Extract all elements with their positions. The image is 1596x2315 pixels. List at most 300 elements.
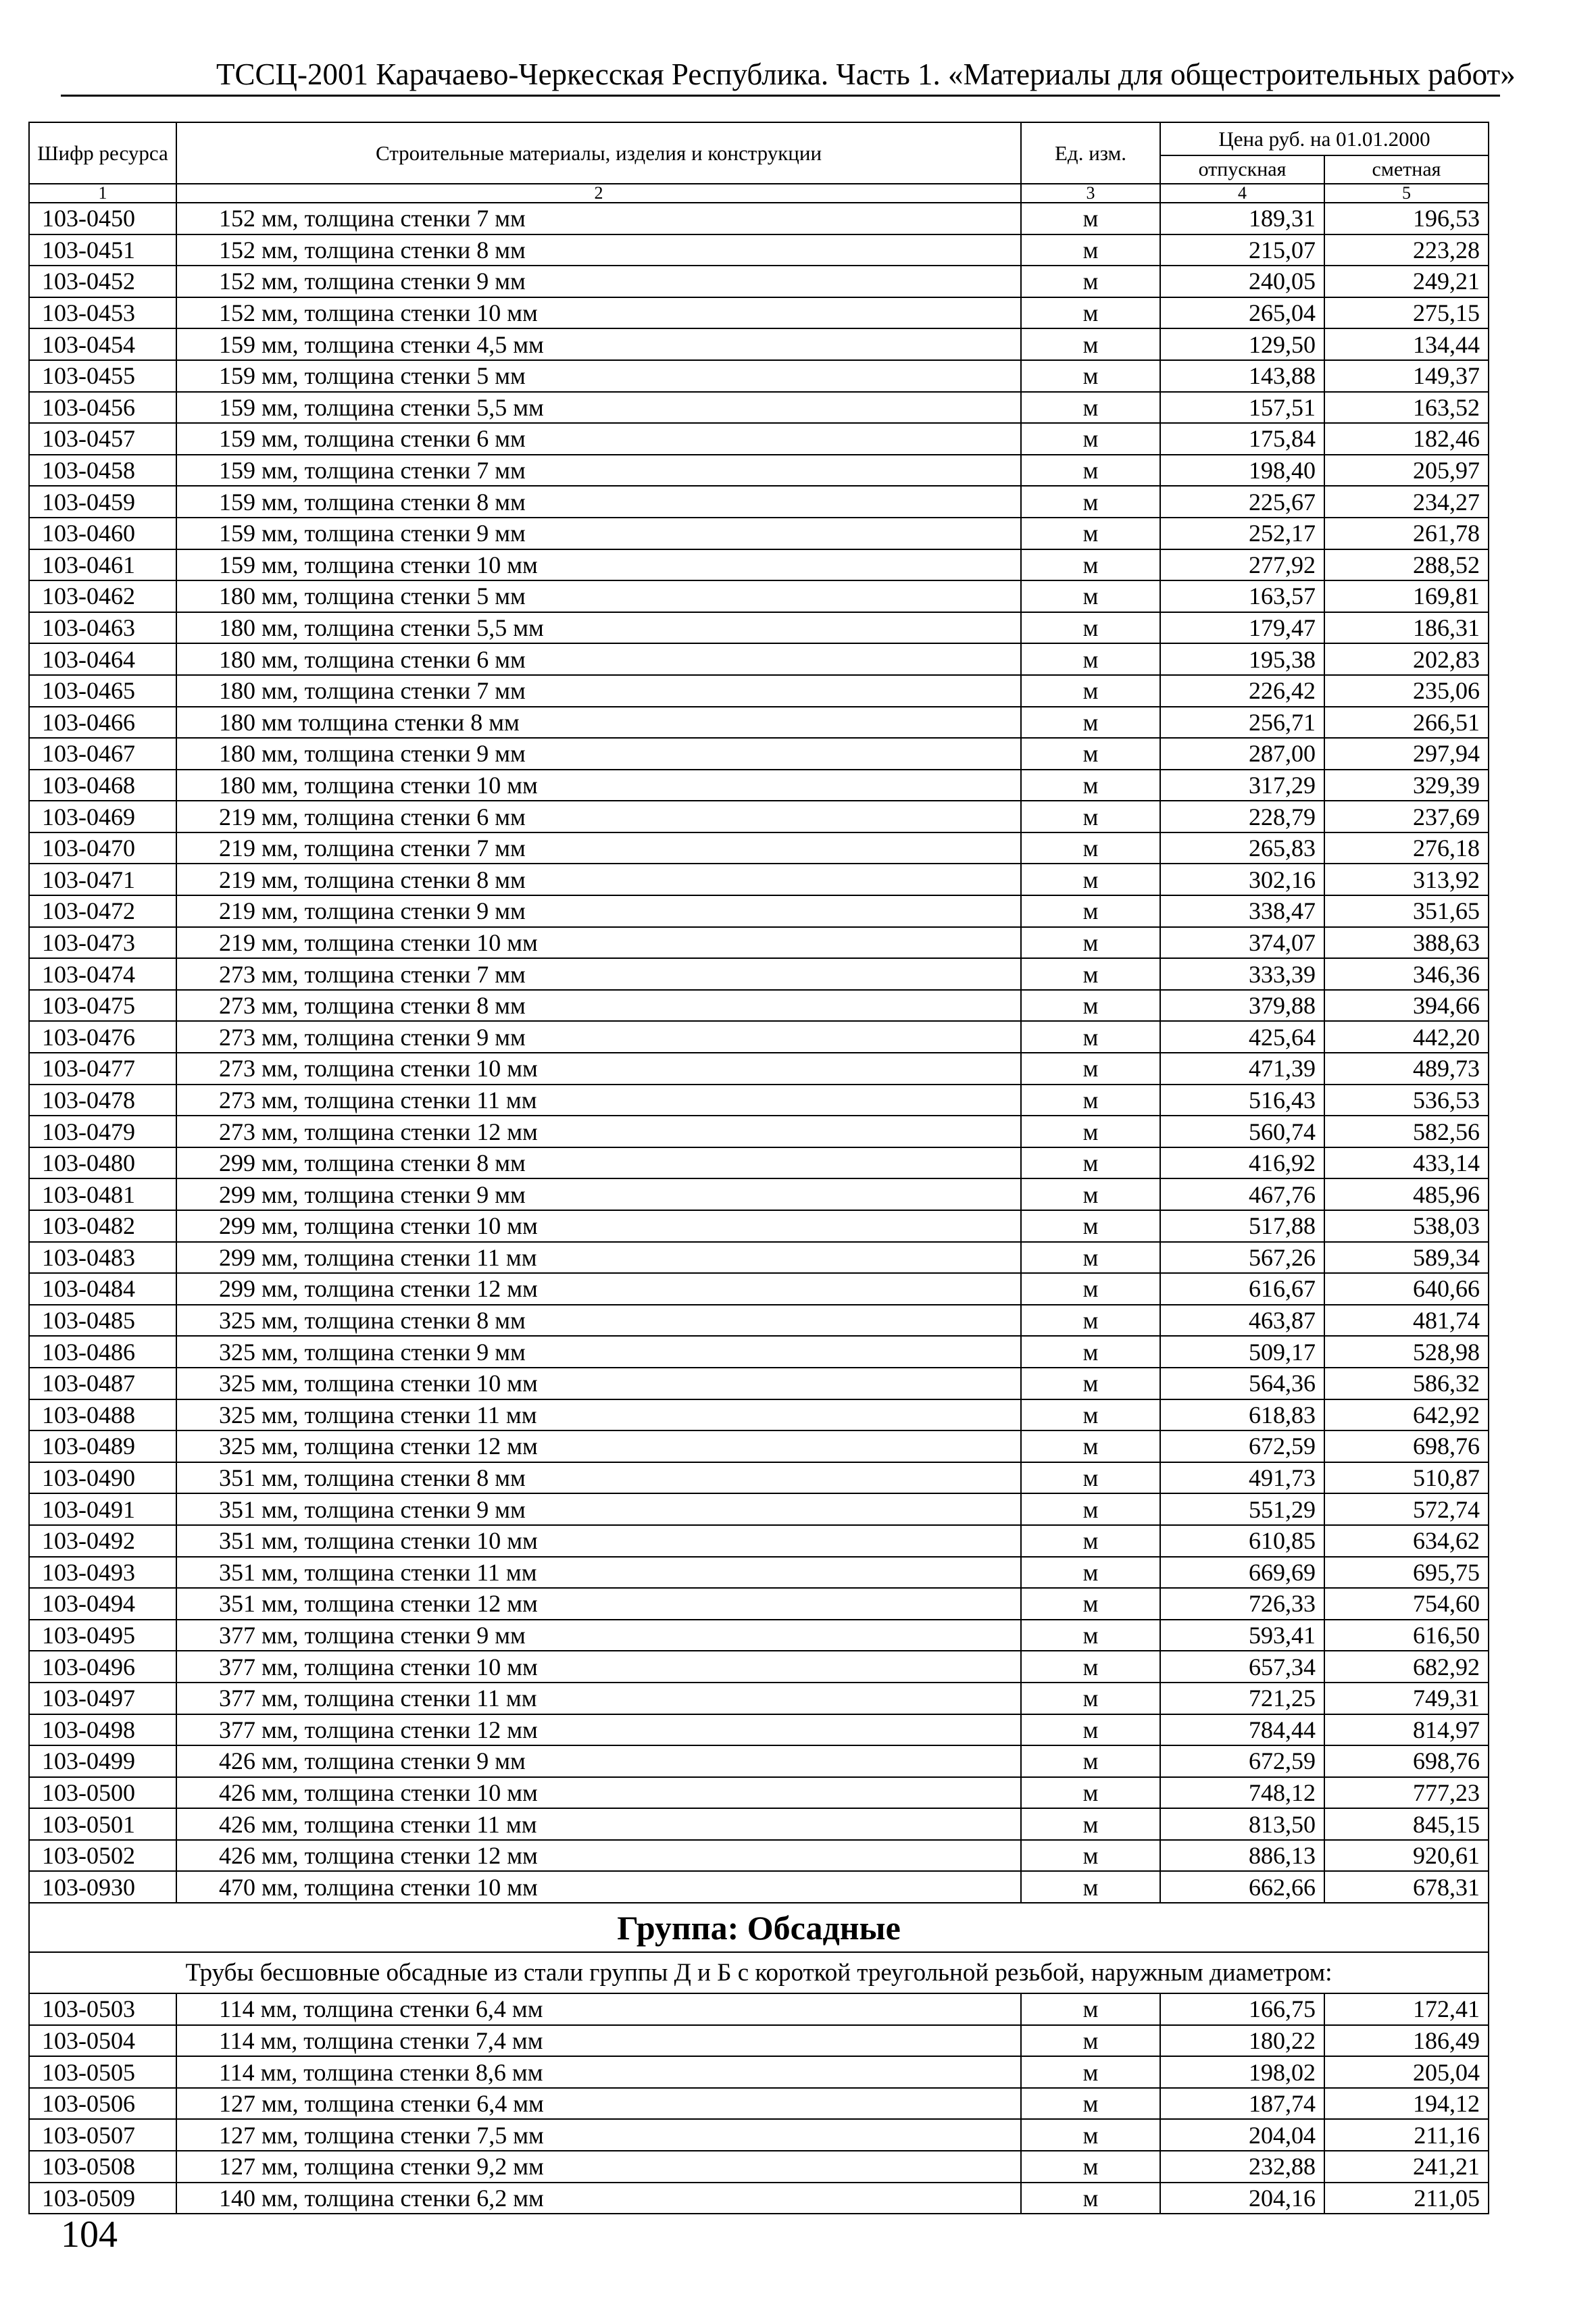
material-name: 159 мм, толщина стенки 8 мм — [176, 486, 1021, 518]
unit-cell: м — [1021, 297, 1160, 329]
release-price: 195,38 — [1160, 643, 1324, 675]
estimate-price: 149,37 — [1324, 360, 1489, 392]
estimate-price: 346,36 — [1324, 958, 1489, 990]
table-row — [29, 455, 1489, 487]
resource-code: 103-0464 — [29, 643, 176, 675]
table-row — [29, 486, 1489, 518]
resource-code: 103-0503 — [29, 1993, 176, 2025]
estimate-price: 186,31 — [1324, 612, 1489, 644]
table-row — [29, 1651, 1489, 1683]
material-name: 351 мм, толщина стенки 11 мм — [176, 1557, 1021, 1589]
estimate-price: 814,97 — [1324, 1714, 1489, 1746]
table-row — [29, 612, 1489, 644]
estimate-price: 485,96 — [1324, 1178, 1489, 1210]
page-header — [0, 54, 1596, 95]
unit-cell: м — [1021, 1525, 1160, 1557]
release-price: 225,67 — [1160, 486, 1324, 518]
table-row — [29, 1273, 1489, 1305]
material-name: 426 мм, толщина стенки 11 мм — [176, 1808, 1021, 1840]
unit-cell: м — [1021, 1777, 1160, 1809]
release-price: 662,66 — [1160, 1871, 1324, 1903]
unit-cell: м — [1021, 1336, 1160, 1368]
column-number: 2 — [176, 184, 1021, 203]
material-name: 299 мм, толщина стенки 11 мм — [176, 1242, 1021, 1274]
release-price: 204,04 — [1160, 2119, 1324, 2151]
estimate-price: 237,69 — [1324, 801, 1489, 832]
material-name: 152 мм, толщина стенки 8 мм — [176, 234, 1021, 266]
unit-cell: м — [1021, 1871, 1160, 1903]
material-name: 351 мм, толщина стенки 12 мм — [176, 1588, 1021, 1620]
release-price: 228,79 — [1160, 801, 1324, 832]
material-name: 325 мм, толщина стенки 8 мм — [176, 1305, 1021, 1337]
resource-code: 103-0456 — [29, 392, 176, 424]
release-price: 669,69 — [1160, 1557, 1324, 1589]
material-name: 325 мм, толщина стенки 10 мм — [176, 1368, 1021, 1399]
release-price: 175,84 — [1160, 423, 1324, 455]
release-price: 179,47 — [1160, 612, 1324, 644]
table-row — [29, 1242, 1489, 1274]
resource-code: 103-0483 — [29, 1242, 176, 1274]
resource-code: 103-0465 — [29, 675, 176, 707]
unit-cell: м — [1021, 203, 1160, 234]
release-price: 551,29 — [1160, 1493, 1324, 1525]
material-name: 351 мм, толщина стенки 8 мм — [176, 1462, 1021, 1494]
table-row — [29, 738, 1489, 770]
table-row — [29, 1808, 1489, 1840]
estimate-price: 172,41 — [1324, 1993, 1489, 2025]
table-row — [29, 1147, 1489, 1179]
unit-cell: м — [1021, 958, 1160, 990]
release-price: 616,67 — [1160, 1273, 1324, 1305]
release-price: 215,07 — [1160, 234, 1324, 266]
estimate-price: 536,53 — [1324, 1085, 1489, 1116]
resource-code: 103-0480 — [29, 1147, 176, 1179]
resource-code: 103-0463 — [29, 612, 176, 644]
estimate-price: 528,98 — [1324, 1336, 1489, 1368]
material-name: 127 мм, толщина стенки 7,5 мм — [176, 2119, 1021, 2151]
estimate-price: 134,44 — [1324, 328, 1489, 360]
unit-cell: м — [1021, 990, 1160, 1022]
estimate-price: 682,92 — [1324, 1651, 1489, 1683]
material-name: 273 мм, толщина стенки 9 мм — [176, 1021, 1021, 1053]
resource-code: 103-0507 — [29, 2119, 176, 2151]
unit-cell: м — [1021, 927, 1160, 959]
estimate-price: 351,65 — [1324, 895, 1489, 927]
estimate-price: 313,92 — [1324, 864, 1489, 895]
material-name: 219 мм, толщина стенки 8 мм — [176, 864, 1021, 895]
estimate-price: 572,74 — [1324, 1493, 1489, 1525]
resource-code: 103-0496 — [29, 1651, 176, 1683]
estimate-price: 642,92 — [1324, 1399, 1489, 1431]
unit-cell: м — [1021, 518, 1160, 549]
table-row — [29, 1305, 1489, 1337]
unit-cell: м — [1021, 1557, 1160, 1589]
unit-cell: м — [1021, 1714, 1160, 1746]
unit-cell: м — [1021, 2056, 1160, 2088]
table-row — [29, 675, 1489, 707]
table-row — [29, 990, 1489, 1022]
resource-code: 103-0486 — [29, 1336, 176, 1368]
price-table-body — [29, 122, 1489, 2214]
table-row — [29, 1430, 1489, 1462]
resource-code: 103-0476 — [29, 1021, 176, 1053]
page-number: 104 — [61, 2214, 118, 2256]
table-row — [29, 1683, 1489, 1714]
estimate-price: 586,32 — [1324, 1368, 1489, 1399]
estimate-price: 695,75 — [1324, 1557, 1489, 1589]
resource-code: 103-0505 — [29, 2056, 176, 2088]
estimate-price: 489,73 — [1324, 1053, 1489, 1085]
release-price: 143,88 — [1160, 360, 1324, 392]
table-row — [29, 297, 1489, 329]
column-number: 1 — [29, 184, 176, 203]
release-price: 338,47 — [1160, 895, 1324, 927]
unit-cell: м — [1021, 580, 1160, 612]
estimate-price: 241,21 — [1324, 2151, 1489, 2183]
material-name: 180 мм, толщина стенки 5,5 мм — [176, 612, 1021, 644]
table-row — [29, 927, 1489, 959]
estimate-price: 678,31 — [1324, 1871, 1489, 1903]
resource-code: 103-0500 — [29, 1777, 176, 1809]
unit-cell: м — [1021, 360, 1160, 392]
release-price: 610,85 — [1160, 1525, 1324, 1557]
estimate-price: 276,18 — [1324, 832, 1489, 864]
resource-code: 103-0482 — [29, 1210, 176, 1242]
estimate-price: 329,39 — [1324, 770, 1489, 801]
unit-cell: м — [1021, 234, 1160, 266]
material-name: 299 мм, толщина стенки 10 мм — [176, 1210, 1021, 1242]
material-name: 377 мм, толщина стенки 12 мм — [176, 1714, 1021, 1746]
table-row — [29, 549, 1489, 581]
unit-cell: м — [1021, 770, 1160, 801]
table-header-row — [29, 122, 1489, 155]
release-price: 467,76 — [1160, 1178, 1324, 1210]
release-price: 129,50 — [1160, 328, 1324, 360]
material-name: 273 мм, толщина стенки 8 мм — [176, 990, 1021, 1022]
table-row — [29, 1525, 1489, 1557]
unit-cell: м — [1021, 423, 1160, 455]
resource-code: 103-0454 — [29, 328, 176, 360]
release-price: 657,34 — [1160, 1651, 1324, 1683]
unit-cell: м — [1021, 328, 1160, 360]
resource-code: 103-0492 — [29, 1525, 176, 1557]
table-row — [29, 801, 1489, 832]
material-name: 159 мм, толщина стенки 4,5 мм — [176, 328, 1021, 360]
release-price: 157,51 — [1160, 392, 1324, 424]
unit-cell: м — [1021, 2183, 1160, 2214]
unit-cell: м — [1021, 1840, 1160, 1872]
resource-code: 103-0494 — [29, 1588, 176, 1620]
unit-cell: м — [1021, 1588, 1160, 1620]
material-name: 159 мм, толщина стенки 10 мм — [176, 549, 1021, 581]
header-name: Строительные материалы, изделия и конструкции — [176, 122, 1021, 184]
release-price: 425,64 — [1160, 1021, 1324, 1053]
unit-cell: м — [1021, 1210, 1160, 1242]
unit-cell: м — [1021, 1178, 1160, 1210]
estimate-price: 698,76 — [1324, 1745, 1489, 1777]
release-price: 187,74 — [1160, 2088, 1324, 2120]
header-unit: Ед. изм. — [1021, 122, 1160, 184]
release-price: 277,92 — [1160, 549, 1324, 581]
resource-code: 103-0498 — [29, 1714, 176, 1746]
material-name: 180 мм толщина стенки 8 мм — [176, 707, 1021, 739]
release-price: 198,02 — [1160, 2056, 1324, 2088]
release-price: 265,83 — [1160, 832, 1324, 864]
unit-cell: м — [1021, 455, 1160, 487]
estimate-price: 202,83 — [1324, 643, 1489, 675]
table-row — [29, 958, 1489, 990]
unit-cell: м — [1021, 707, 1160, 739]
estimate-price: 634,62 — [1324, 1525, 1489, 1557]
unit-cell: м — [1021, 1116, 1160, 1147]
page-title: ТССЦ-2001 Карачаево-Черкесская Республика. Часть 1. «Материалы для общестроительных работ» — [216, 57, 1516, 91]
estimate-price: 196,53 — [1324, 203, 1489, 234]
release-price: 317,29 — [1160, 770, 1324, 801]
estimate-price: 845,15 — [1324, 1808, 1489, 1840]
estimate-price: 589,34 — [1324, 1242, 1489, 1274]
resource-code: 103-0474 — [29, 958, 176, 990]
table-row — [29, 864, 1489, 895]
resource-code: 103-0455 — [29, 360, 176, 392]
release-price: 567,26 — [1160, 1242, 1324, 1274]
group-title: Группа: Обсадные — [29, 1903, 1489, 1952]
material-name: 219 мм, толщина стенки 10 мм — [176, 927, 1021, 959]
release-price: 198,40 — [1160, 455, 1324, 487]
unit-cell: м — [1021, 612, 1160, 644]
table-row — [29, 1777, 1489, 1809]
table-row — [29, 328, 1489, 360]
group-row — [29, 1903, 1489, 1952]
resource-code: 103-0502 — [29, 1840, 176, 1872]
estimate-price: 182,46 — [1324, 423, 1489, 455]
unit-cell: м — [1021, 1462, 1160, 1494]
material-name: 152 мм, толщина стенки 10 мм — [176, 297, 1021, 329]
material-name: 127 мм, толщина стенки 6,4 мм — [176, 2088, 1021, 2120]
resource-code: 103-0462 — [29, 580, 176, 612]
material-name: 377 мм, толщина стенки 10 мм — [176, 1651, 1021, 1683]
resource-code: 103-0461 — [29, 549, 176, 581]
material-name: 180 мм, толщина стенки 5 мм — [176, 580, 1021, 612]
estimate-price: 433,14 — [1324, 1147, 1489, 1179]
resource-code: 103-0495 — [29, 1620, 176, 1651]
material-name: 219 мм, толщина стенки 9 мм — [176, 895, 1021, 927]
resource-code: 103-0509 — [29, 2183, 176, 2214]
resource-code: 103-0478 — [29, 1085, 176, 1116]
table-row — [29, 580, 1489, 612]
release-price: 374,07 — [1160, 927, 1324, 959]
material-name: 180 мм, толщина стенки 10 мм — [176, 770, 1021, 801]
table-row — [29, 2119, 1489, 2151]
header-divider — [61, 95, 1500, 97]
release-price: 886,13 — [1160, 1840, 1324, 1872]
resource-code: 103-0471 — [29, 864, 176, 895]
column-number: 4 — [1160, 184, 1324, 203]
resource-code: 103-0467 — [29, 738, 176, 770]
column-number-row — [29, 184, 1489, 203]
estimate-price: 234,27 — [1324, 486, 1489, 518]
resource-code: 103-0450 — [29, 203, 176, 234]
resource-code: 103-0473 — [29, 927, 176, 959]
resource-code: 103-0489 — [29, 1430, 176, 1462]
unit-cell: м — [1021, 1147, 1160, 1179]
table-row — [29, 518, 1489, 549]
table-row — [29, 1021, 1489, 1053]
table-row — [29, 234, 1489, 266]
estimate-price: 205,97 — [1324, 455, 1489, 487]
material-name: 140 мм, толщина стенки 6,2 мм — [176, 2183, 1021, 2214]
resource-code: 103-0470 — [29, 832, 176, 864]
estimate-price: 297,94 — [1324, 738, 1489, 770]
release-price: 813,50 — [1160, 1808, 1324, 1840]
resource-code: 103-0493 — [29, 1557, 176, 1589]
release-price: 166,75 — [1160, 1993, 1324, 2025]
estimate-price: 777,23 — [1324, 1777, 1489, 1809]
release-price: 416,92 — [1160, 1147, 1324, 1179]
material-name: 273 мм, толщина стенки 12 мм — [176, 1116, 1021, 1147]
table-row — [29, 1053, 1489, 1085]
material-name: 273 мм, толщина стенки 11 мм — [176, 1085, 1021, 1116]
group-description: Трубы бесшовные обсадные из стали группы Д и Б с короткой треугольной резьбой, наружным диаметром: — [29, 1952, 1489, 1993]
release-price: 232,88 — [1160, 2151, 1324, 2183]
resource-code: 103-0451 — [29, 234, 176, 266]
resource-code: 103-0506 — [29, 2088, 176, 2120]
resource-code: 103-0504 — [29, 2025, 176, 2057]
material-name: 470 мм, толщина стенки 10 мм — [176, 1871, 1021, 1903]
estimate-price: 288,52 — [1324, 549, 1489, 581]
unit-cell: м — [1021, 675, 1160, 707]
table-row — [29, 1462, 1489, 1494]
resource-code: 103-0453 — [29, 297, 176, 329]
resource-code: 103-0485 — [29, 1305, 176, 1337]
material-name: 152 мм, толщина стенки 9 мм — [176, 266, 1021, 297]
table-row — [29, 2183, 1489, 2214]
unit-cell: м — [1021, 738, 1160, 770]
resource-code: 103-0930 — [29, 1871, 176, 1903]
table-row — [29, 1116, 1489, 1147]
resource-code: 103-0497 — [29, 1683, 176, 1714]
material-name: 180 мм, толщина стенки 7 мм — [176, 675, 1021, 707]
table-row — [29, 1085, 1489, 1116]
estimate-price: 749,31 — [1324, 1683, 1489, 1714]
material-name: 351 мм, толщина стенки 9 мм — [176, 1493, 1021, 1525]
release-price: 593,41 — [1160, 1620, 1324, 1651]
material-name: 299 мм, толщина стенки 12 мм — [176, 1273, 1021, 1305]
material-name: 377 мм, толщина стенки 9 мм — [176, 1620, 1021, 1651]
release-price: 672,59 — [1160, 1745, 1324, 1777]
release-price: 379,88 — [1160, 990, 1324, 1022]
release-price: 163,57 — [1160, 580, 1324, 612]
unit-cell: м — [1021, 864, 1160, 895]
table-row — [29, 643, 1489, 675]
unit-cell: м — [1021, 1620, 1160, 1651]
release-price: 721,25 — [1160, 1683, 1324, 1714]
material-name: 377 мм, толщина стенки 11 мм — [176, 1683, 1021, 1714]
resource-code: 103-0487 — [29, 1368, 176, 1399]
estimate-price: 211,16 — [1324, 2119, 1489, 2151]
release-price: 204,16 — [1160, 2183, 1324, 2214]
estimate-price: 698,76 — [1324, 1430, 1489, 1462]
estimate-price: 261,78 — [1324, 518, 1489, 549]
material-name: 351 мм, толщина стенки 10 мм — [176, 1525, 1021, 1557]
release-price: 560,74 — [1160, 1116, 1324, 1147]
estimate-price: 394,66 — [1324, 990, 1489, 1022]
material-name: 325 мм, толщина стенки 11 мм — [176, 1399, 1021, 1431]
unit-cell: м — [1021, 1305, 1160, 1337]
estimate-price: 442,20 — [1324, 1021, 1489, 1053]
material-name: 426 мм, толщина стенки 10 мм — [176, 1777, 1021, 1809]
table-row — [29, 1399, 1489, 1431]
release-price: 748,12 — [1160, 1777, 1324, 1809]
group-description-row — [29, 1952, 1489, 1993]
resource-code: 103-0479 — [29, 1116, 176, 1147]
estimate-price: 388,63 — [1324, 927, 1489, 959]
table-row — [29, 1336, 1489, 1368]
price-table — [28, 122, 1489, 2214]
release-price: 516,43 — [1160, 1085, 1324, 1116]
resource-code: 103-0457 — [29, 423, 176, 455]
table-row — [29, 895, 1489, 927]
table-row — [29, 423, 1489, 455]
resource-code: 103-0475 — [29, 990, 176, 1022]
release-price: 564,36 — [1160, 1368, 1324, 1399]
release-price: 618,83 — [1160, 1399, 1324, 1431]
material-name: 325 мм, толщина стенки 9 мм — [176, 1336, 1021, 1368]
table-row — [29, 1620, 1489, 1651]
unit-cell: м — [1021, 643, 1160, 675]
release-price: 509,17 — [1160, 1336, 1324, 1368]
material-name: 325 мм, толщина стенки 12 мм — [176, 1430, 1021, 1462]
release-price: 226,42 — [1160, 675, 1324, 707]
material-name: 159 мм, толщина стенки 5 мм — [176, 360, 1021, 392]
release-price: 471,39 — [1160, 1053, 1324, 1085]
table-row — [29, 266, 1489, 297]
table-row — [29, 203, 1489, 234]
material-name: 299 мм, толщина стенки 9 мм — [176, 1178, 1021, 1210]
unit-cell: м — [1021, 1399, 1160, 1431]
table-row — [29, 1178, 1489, 1210]
table-row — [29, 770, 1489, 801]
estimate-price: 169,81 — [1324, 580, 1489, 612]
material-name: 114 мм, толщина стенки 8,6 мм — [176, 2056, 1021, 2088]
estimate-price: 223,28 — [1324, 234, 1489, 266]
material-name: 159 мм, толщина стенки 9 мм — [176, 518, 1021, 549]
unit-cell: м — [1021, 486, 1160, 518]
release-price: 672,59 — [1160, 1430, 1324, 1462]
table-row — [29, 1210, 1489, 1242]
unit-cell: м — [1021, 2088, 1160, 2120]
release-price: 252,17 — [1160, 518, 1324, 549]
resource-code: 103-0501 — [29, 1808, 176, 1840]
material-name: 273 мм, толщина стенки 7 мм — [176, 958, 1021, 990]
resource-code: 103-0469 — [29, 801, 176, 832]
material-name: 159 мм, толщина стенки 7 мм — [176, 455, 1021, 487]
resource-code: 103-0477 — [29, 1053, 176, 1085]
unit-cell: м — [1021, 2025, 1160, 2057]
table-row — [29, 1745, 1489, 1777]
estimate-price: 538,03 — [1324, 1210, 1489, 1242]
header-code: Шифр ресурса — [29, 122, 176, 184]
estimate-price: 920,61 — [1324, 1840, 1489, 1872]
unit-cell: м — [1021, 832, 1160, 864]
material-name: 159 мм, толщина стенки 5,5 мм — [176, 392, 1021, 424]
estimate-price: 186,49 — [1324, 2025, 1489, 2057]
material-name: 152 мм, толщина стенки 7 мм — [176, 203, 1021, 234]
table-row — [29, 2056, 1489, 2088]
material-name: 273 мм, толщина стенки 10 мм — [176, 1053, 1021, 1085]
estimate-price: 211,05 — [1324, 2183, 1489, 2214]
unit-cell: м — [1021, 2151, 1160, 2183]
release-price: 180,22 — [1160, 2025, 1324, 2057]
